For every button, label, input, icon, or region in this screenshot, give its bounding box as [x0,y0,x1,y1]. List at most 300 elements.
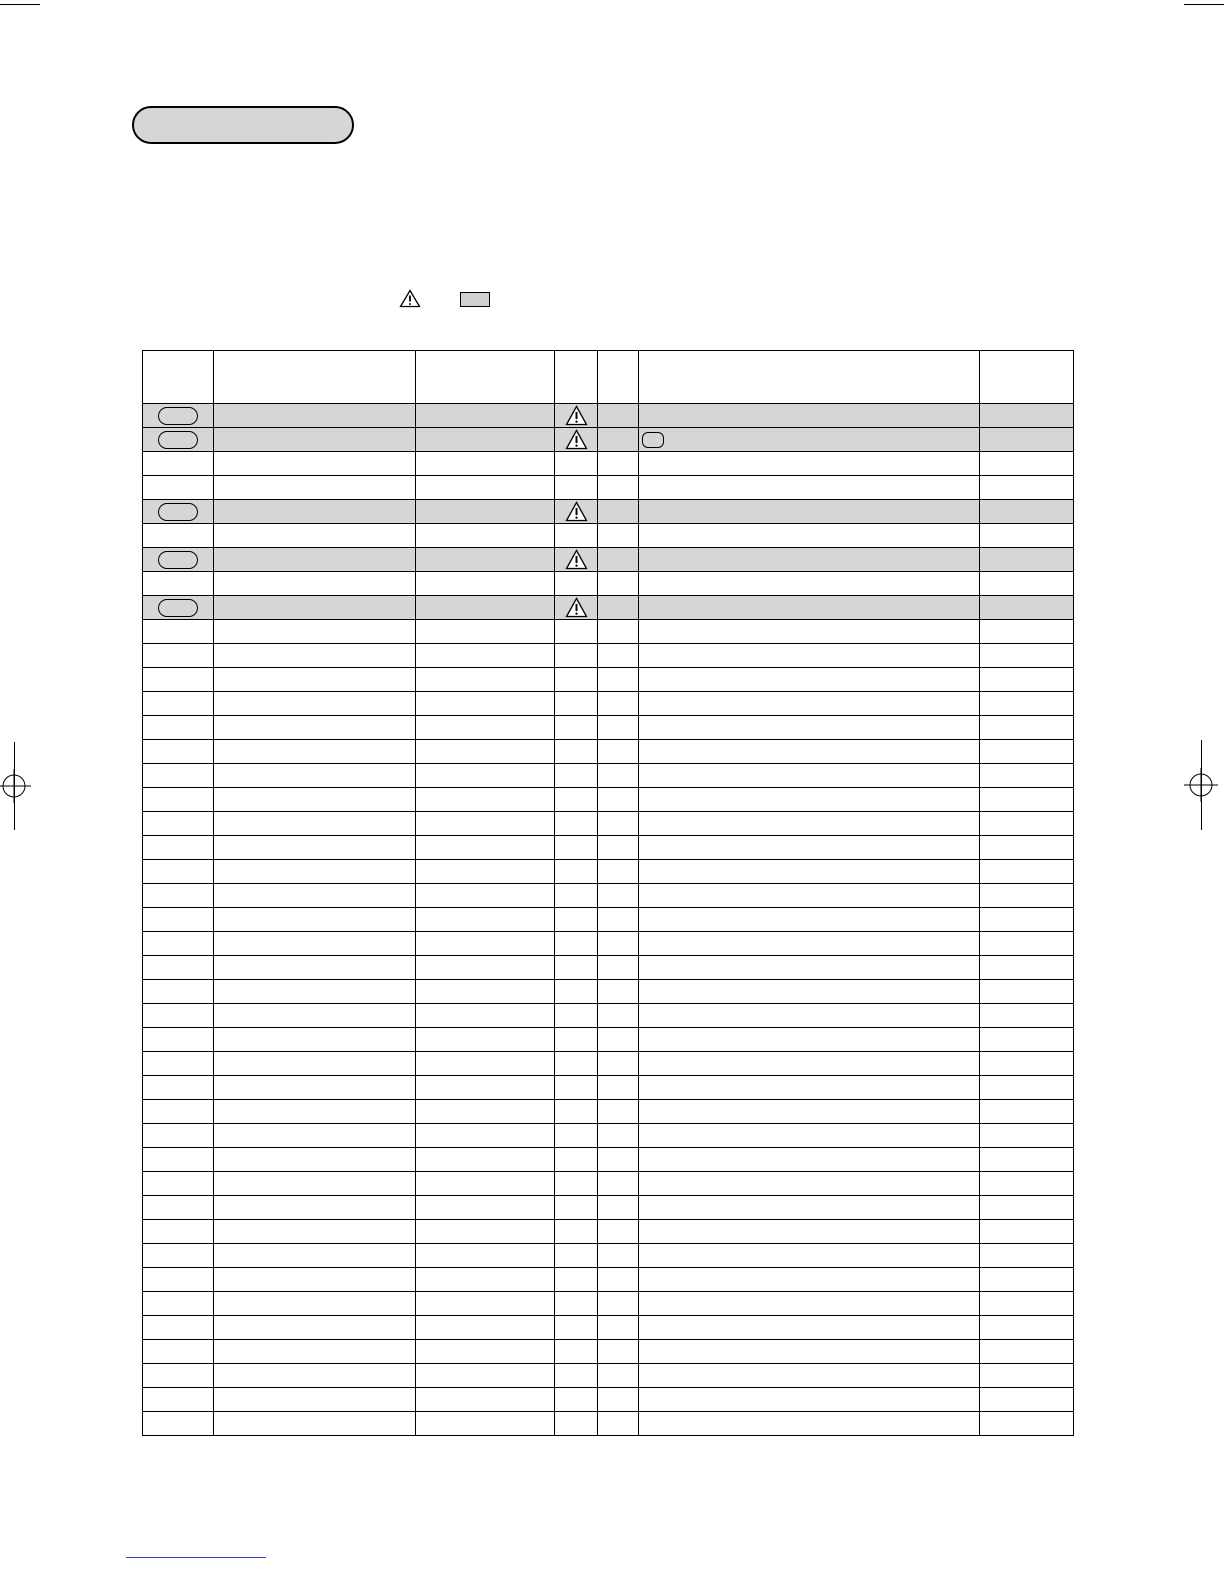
table-row [143,1004,1074,1028]
table-cell-4 [555,932,598,956]
table-cell-7 [980,1124,1074,1148]
table-cell-5 [598,1196,639,1220]
table-cell-7 [980,1100,1074,1124]
table-cell-4 [555,956,598,980]
ref-number-pill [158,551,198,569]
table-cell-6 [639,524,980,548]
table-cell-2 [214,980,416,1004]
crop-mark-top-right [1184,4,1224,5]
table-cell-6 [639,1196,980,1220]
table-cell-6 [639,428,980,452]
table-cell-6 [639,956,980,980]
table-cell-1 [143,1388,214,1412]
table-cell-2 [214,1172,416,1196]
header-cell-7 [980,351,1074,404]
table-cell-3 [416,524,555,548]
table-cell-7 [980,812,1074,836]
ref-number-pill [158,599,198,617]
table-cell-3 [416,1172,555,1196]
table-cell-5 [598,1100,639,1124]
table-cell-7 [980,1340,1074,1364]
table-cell-1 [143,1364,214,1388]
table-cell-6 [639,1316,980,1340]
table-cell-3 [416,764,555,788]
table-cell-2 [214,764,416,788]
table-row [143,1196,1074,1220]
table-cell-7 [980,1268,1074,1292]
table-cell-5 [598,1052,639,1076]
table-cell-4 [555,1172,598,1196]
table-cell-3 [416,908,555,932]
table-cell-1 [143,956,214,980]
table-row [143,1172,1074,1196]
table-row [143,908,1074,932]
table-row [143,428,1074,452]
warning-triangle-icon [565,549,588,570]
table-cell-3 [416,860,555,884]
table-cell-6 [639,644,980,668]
table-cell-7 [980,836,1074,860]
table-cell-5 [598,1124,639,1148]
table-cell-5 [598,404,639,428]
table-cell-5 [598,668,639,692]
table-cell-6 [639,764,980,788]
table-cell-2 [214,1388,416,1412]
table-cell-5 [598,452,639,476]
table-row [143,596,1074,620]
table-cell-5 [598,620,639,644]
table-cell-6 [639,1292,980,1316]
table-row [143,1220,1074,1244]
table-row [143,404,1074,428]
table-cell-6 [639,548,980,572]
table-row [143,1340,1074,1364]
table-cell-6 [639,1028,980,1052]
table-cell-3 [416,404,555,428]
table-row [143,500,1074,524]
table-cell-2 [214,620,416,644]
table-cell-5 [598,956,639,980]
table-cell-6 [639,572,980,596]
header-cell-2 [214,351,416,404]
table-cell-7 [980,1388,1074,1412]
table-cell-2 [214,428,416,452]
table-cell-1 [143,548,214,572]
table-cell-4 [555,1364,598,1388]
table-cell-4 [555,548,598,572]
table-cell-2 [214,1316,416,1340]
table-row [143,1364,1074,1388]
table-cell-1 [143,764,214,788]
table-cell-5 [598,596,639,620]
table-cell-6 [639,1076,980,1100]
table-cell-7 [980,1076,1074,1100]
table-cell-4 [555,500,598,524]
table-cell-5 [598,1244,639,1268]
table-cell-3 [416,812,555,836]
table-cell-5 [598,572,639,596]
table-cell-1 [143,1244,214,1268]
table-cell-7 [980,500,1074,524]
table-cell-4 [555,1388,598,1412]
table-cell-2 [214,932,416,956]
table-cell-6 [639,788,980,812]
table-cell-5 [598,740,639,764]
table-cell-5 [598,980,639,1004]
table-cell-4 [555,1148,598,1172]
table-cell-2 [214,1364,416,1388]
table-cell-5 [598,1412,639,1436]
table-cell-3 [416,1388,555,1412]
table-cell-3 [416,572,555,596]
table-cell-6 [639,692,980,716]
table-cell-2 [214,788,416,812]
table-cell-7 [980,476,1074,500]
table-row [143,764,1074,788]
table-cell-4 [555,644,598,668]
table-cell-4 [555,1100,598,1124]
table-cell-4 [555,716,598,740]
table-cell-1 [143,932,214,956]
shaded-key-box [460,292,490,307]
table-cell-2 [214,1076,416,1100]
table-cell-4 [555,1052,598,1076]
table-cell-2 [214,1196,416,1220]
table-cell-5 [598,764,639,788]
table-cell-1 [143,1220,214,1244]
registration-mark-left-icon [0,769,31,803]
table-cell-7 [980,956,1074,980]
table-cell-7 [980,524,1074,548]
table-cell-1 [143,1340,214,1364]
table-cell-1 [143,524,214,548]
table-cell-2 [214,812,416,836]
table-cell-3 [416,716,555,740]
table-row [143,1052,1074,1076]
description-ref-pill [642,432,664,448]
table-cell-3 [416,452,555,476]
table-cell-3 [416,740,555,764]
table-cell-5 [598,1340,639,1364]
header-cell-5 [598,351,639,404]
table-cell-2 [214,404,416,428]
parts-list-table [142,350,1074,1436]
table-cell-2 [214,1340,416,1364]
table-cell-2 [214,1220,416,1244]
table-cell-7 [980,1052,1074,1076]
table-cell-2 [214,476,416,500]
table-cell-6 [639,1124,980,1148]
table-cell-3 [416,1076,555,1100]
table-cell-6 [639,1100,980,1124]
table-cell-3 [416,692,555,716]
table-cell-2 [214,1292,416,1316]
table-cell-1 [143,1052,214,1076]
table-cell-3 [416,1196,555,1220]
table-cell-1 [143,908,214,932]
table-cell-6 [639,476,980,500]
table-cell-7 [980,788,1074,812]
table-cell-3 [416,836,555,860]
table-cell-7 [980,908,1074,932]
table-cell-2 [214,836,416,860]
header-cell-4 [555,351,598,404]
table-row [143,524,1074,548]
table-cell-7 [980,1004,1074,1028]
table-header-row [143,351,1074,404]
ref-number-pill [158,407,198,425]
table-cell-2 [214,716,416,740]
table-row [143,812,1074,836]
table-cell-4 [555,476,598,500]
table-cell-5 [598,1028,639,1052]
table-cell-7 [980,620,1074,644]
table-cell-7 [980,548,1074,572]
table-cell-2 [214,1004,416,1028]
table-cell-4 [555,1028,598,1052]
table-row [143,860,1074,884]
table-cell-1 [143,1268,214,1292]
table-cell-1 [143,1148,214,1172]
table-cell-7 [980,572,1074,596]
table-cell-7 [980,932,1074,956]
table-cell-3 [416,1028,555,1052]
table-cell-5 [598,476,639,500]
table-cell-4 [555,740,598,764]
table-cell-1 [143,644,214,668]
table-cell-6 [639,1388,980,1412]
table-cell-4 [555,524,598,548]
table-cell-3 [416,1100,555,1124]
table-cell-5 [598,1220,639,1244]
table-cell-3 [416,980,555,1004]
table-cell-5 [598,428,639,452]
table-cell-1 [143,1100,214,1124]
table-cell-1 [143,740,214,764]
table-cell-4 [555,1340,598,1364]
table-cell-6 [639,1244,980,1268]
table-cell-1 [143,452,214,476]
table-row [143,644,1074,668]
table-cell-7 [980,1220,1074,1244]
table-cell-2 [214,1052,416,1076]
table-cell-3 [416,1316,555,1340]
table-row [143,740,1074,764]
table-cell-1 [143,860,214,884]
table-cell-4 [555,764,598,788]
table-cell-7 [980,644,1074,668]
table-cell-3 [416,1004,555,1028]
registration-mark-right-icon [1184,768,1218,802]
table-cell-4 [555,980,598,1004]
table-row [143,1028,1074,1052]
table-cell-5 [598,1172,639,1196]
table-cell-1 [143,716,214,740]
table-cell-6 [639,1412,980,1436]
table-cell-7 [980,668,1074,692]
table-cell-5 [598,1004,639,1028]
table-cell-6 [639,932,980,956]
table-cell-2 [214,692,416,716]
table-cell-7 [980,452,1074,476]
table-cell-7 [980,860,1074,884]
table-cell-6 [639,716,980,740]
table-cell-4 [555,452,598,476]
table-row [143,1292,1074,1316]
table-row [143,884,1074,908]
table-cell-2 [214,1124,416,1148]
table-cell-4 [555,692,598,716]
table-cell-5 [598,932,639,956]
table-cell-4 [555,1004,598,1028]
section-title-pill [132,106,354,144]
table-cell-1 [143,596,214,620]
table-cell-4 [555,1412,598,1436]
table-cell-3 [416,1268,555,1292]
table-cell-1 [143,836,214,860]
table-cell-3 [416,1220,555,1244]
table-cell-2 [214,596,416,620]
table-cell-4 [555,1196,598,1220]
table-cell-2 [214,548,416,572]
table-row [143,1268,1074,1292]
table-row [143,548,1074,572]
table-row [143,1124,1074,1148]
table-cell-7 [980,980,1074,1004]
table-cell-6 [639,740,980,764]
table-cell-3 [416,1124,555,1148]
table-cell-7 [980,1316,1074,1340]
table-cell-5 [598,524,639,548]
table-cell-6 [639,1052,980,1076]
table-cell-1 [143,1028,214,1052]
table-cell-5 [598,1076,639,1100]
table-cell-5 [598,1148,639,1172]
table-cell-1 [143,1004,214,1028]
table-cell-7 [980,1244,1074,1268]
warning-triangle-icon [399,289,421,308]
table-cell-1 [143,1292,214,1316]
table-cell-1 [143,500,214,524]
table-cell-5 [598,1268,639,1292]
table-cell-2 [214,740,416,764]
table-cell-6 [639,884,980,908]
table-row [143,716,1074,740]
table-cell-4 [555,428,598,452]
table-cell-5 [598,836,639,860]
header-cell-1 [143,351,214,404]
table-cell-6 [639,1340,980,1364]
table-cell-5 [598,788,639,812]
table-row [143,1100,1074,1124]
table-cell-1 [143,1124,214,1148]
table-row [143,788,1074,812]
table-cell-1 [143,884,214,908]
table-cell-4 [555,1076,598,1100]
table-row [143,668,1074,692]
table-cell-1 [143,1076,214,1100]
footer-rule [126,1557,266,1558]
table-cell-2 [214,1100,416,1124]
table-row [143,956,1074,980]
table-cell-1 [143,476,214,500]
table-cell-5 [598,908,639,932]
table-cell-1 [143,668,214,692]
table-cell-7 [980,692,1074,716]
table-cell-2 [214,452,416,476]
table-cell-5 [598,1388,639,1412]
table-cell-3 [416,956,555,980]
table-row [143,1076,1074,1100]
table-row [143,476,1074,500]
table-cell-3 [416,500,555,524]
table-cell-1 [143,620,214,644]
table-cell-7 [980,740,1074,764]
table-cell-4 [555,572,598,596]
table-cell-6 [639,908,980,932]
table-cell-3 [416,1052,555,1076]
table-cell-6 [639,1364,980,1388]
table-row [143,692,1074,716]
table-cell-2 [214,524,416,548]
table-cell-3 [416,428,555,452]
table-cell-2 [214,1148,416,1172]
table-cell-2 [214,1028,416,1052]
table-cell-3 [416,668,555,692]
table-cell-1 [143,788,214,812]
table-cell-2 [214,884,416,908]
table-cell-2 [214,572,416,596]
table-row [143,1316,1074,1340]
table-cell-2 [214,1244,416,1268]
table-cell-3 [416,1412,555,1436]
table-cell-3 [416,1244,555,1268]
header-cell-6 [639,351,980,404]
table-cell-5 [598,1364,639,1388]
table-cell-3 [416,644,555,668]
table-cell-4 [555,668,598,692]
header-cell-3 [416,351,555,404]
table-cell-7 [980,596,1074,620]
table-row [143,1244,1074,1268]
table-cell-6 [639,836,980,860]
table-cell-4 [555,812,598,836]
table-cell-1 [143,428,214,452]
table-cell-6 [639,1220,980,1244]
table-cell-4 [555,620,598,644]
table-cell-6 [639,1004,980,1028]
table-cell-3 [416,932,555,956]
table-cell-1 [143,1196,214,1220]
table-cell-2 [214,956,416,980]
table-cell-6 [639,1268,980,1292]
table-cell-7 [980,1196,1074,1220]
table-cell-4 [555,1292,598,1316]
table-cell-5 [598,500,639,524]
table-cell-5 [598,716,639,740]
table-cell-6 [639,860,980,884]
table-row [143,620,1074,644]
table-cell-5 [598,884,639,908]
table-cell-1 [143,1412,214,1436]
table-cell-6 [639,668,980,692]
table-cell-6 [639,500,980,524]
table-cell-6 [639,1148,980,1172]
table-cell-3 [416,1364,555,1388]
table-cell-3 [416,788,555,812]
ref-number-pill [158,431,198,449]
table-cell-7 [980,404,1074,428]
